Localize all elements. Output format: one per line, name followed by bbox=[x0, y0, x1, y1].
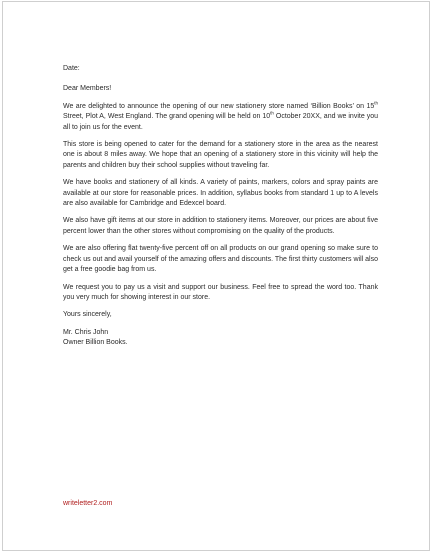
paragraph-announcement-part-a: We are delighted to announce the opening of our new stationery store named ‘Billion Books’ on 15 bbox=[63, 102, 375, 110]
closing: Yours sincerely, bbox=[63, 311, 112, 319]
ordinal-suffix: th bbox=[374, 100, 378, 106]
paragraph-offers: We are also offering flat twenty-five percent off on all products on our grand opening so make sure to check us out and avail yourself of the amazing offers and discounts. The first thirty customers will also get a free goodie bag from us. bbox=[63, 245, 378, 274]
date-label: Date: bbox=[63, 65, 80, 72]
paragraph-announcement bbox=[63, 102, 378, 133]
paragraph-announcement-part-b: Street, Plot A, West England. The grand opening will be held on 10 bbox=[63, 113, 271, 121]
footer-site-link[interactable]: writeletter2.com bbox=[63, 500, 113, 507]
signer-title: Owner Billion Books. bbox=[63, 339, 128, 347]
signer-name: Mr. Chris John bbox=[63, 328, 109, 336]
document-page bbox=[2, 1, 430, 551]
paragraph-purpose: This store is being opened to cater for the demand for a stationery store in the area as the nearest one is about 8 miles away. We hope that an opening of a stationery store in this vicinity will help the parents and children buy their school supplies without traveling far. bbox=[63, 141, 378, 169]
paragraph-gifts: We also have gift items at our store in addition to stationery items. Moreover, our prices are about five percent lower than the other stores without compromising on the quality of the products. bbox=[63, 217, 378, 235]
paragraph-announcement-part-c: October 20XX, and we invite you all to join us for the event. bbox=[63, 113, 378, 131]
paragraph-products: We have books and stationery of all kinds. A variety of paints, markers, colors and spray paints are available at our store for reasonable prices. In addition, syllabus books from standard 1 up to A levels are also available for Cambridge and Edexcel board. bbox=[63, 179, 378, 208]
salutation: Dear Members! bbox=[63, 85, 112, 93]
signature-block bbox=[63, 328, 378, 349]
ordinal-suffix: th bbox=[270, 110, 274, 116]
paragraph-request: We request you to pay us a visit and support our business. Feel free to spread the word too. Thank you very much for showing interest in our store. bbox=[63, 283, 378, 301]
letter-body bbox=[63, 64, 378, 349]
